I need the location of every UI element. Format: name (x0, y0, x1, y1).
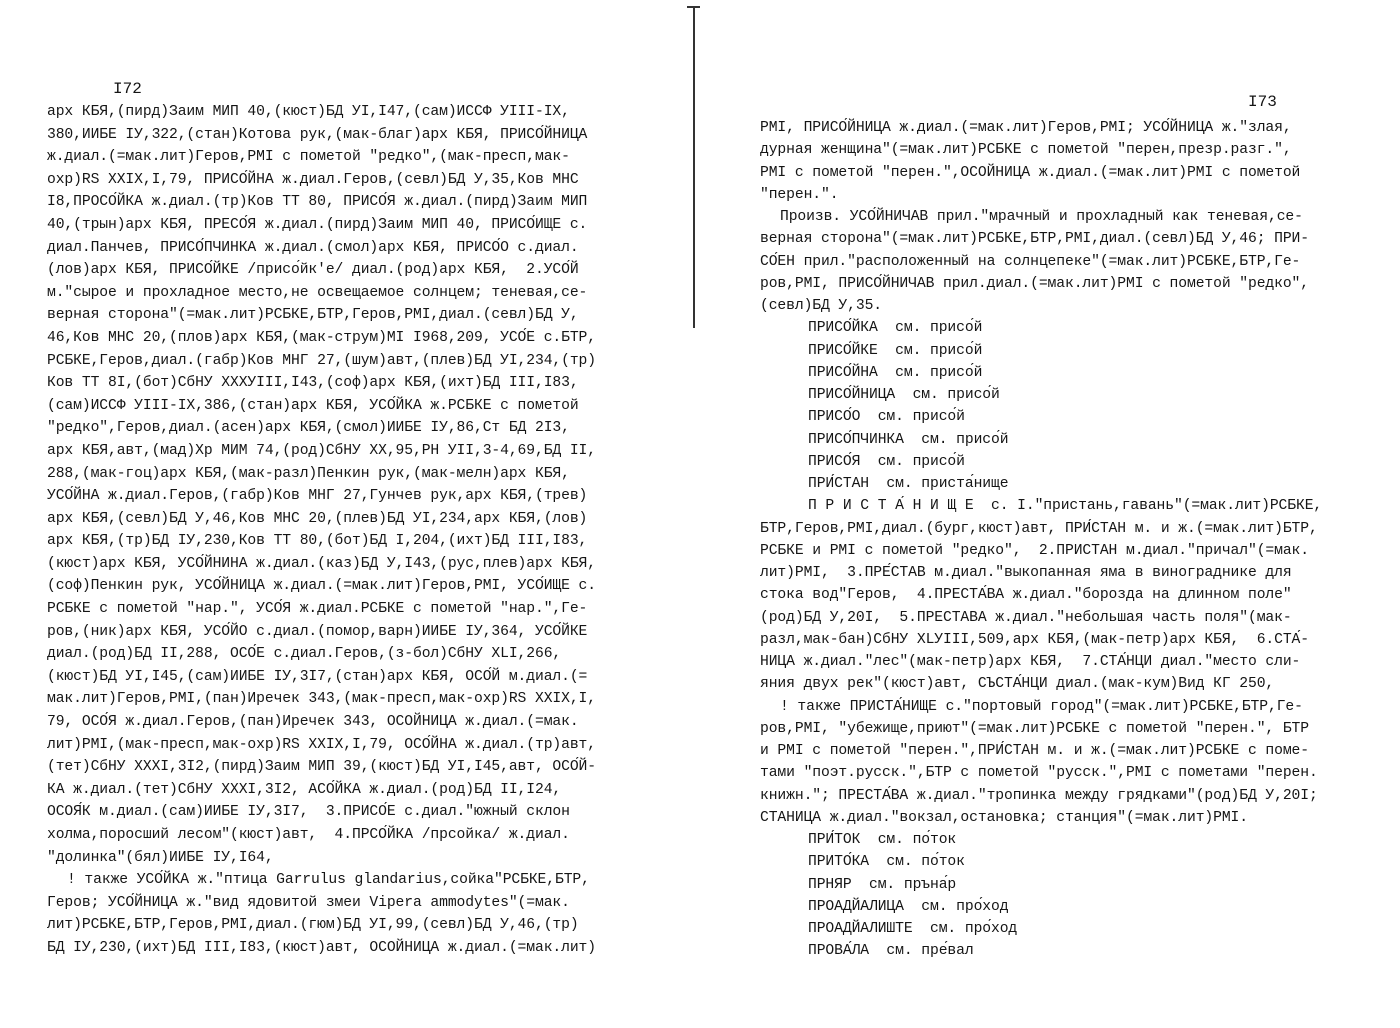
text-line: (сам)ИССФ УIII-IX,386,(стан)арх КБЯ, УСО́ЙКА ж.РСБКЕ с пометой (47, 397, 579, 414)
text-line: "долинка"(бял)ИИБЕ IУ,I64, (47, 849, 274, 866)
text-line: 40,(трын)арх КБЯ, ПРЕСО́Я ж.диал.(пирд)Заим МИП 40, ПРИСО́ИЩЕ с. (47, 216, 588, 233)
text-line: РМI с пометой "перен.",ОСОЙНИЦА ж.диал.(=мак.лит)РМI с пометой (760, 164, 1301, 181)
text-line: "перен.". (760, 186, 839, 203)
text-line: 46,Ков МНС 20,(плов)арх КБЯ,(мак-струм)МI I968,209, УСО́Е с.БТР, (47, 329, 596, 346)
text-line: (кюст)арх КБЯ, УСО́ЙНИНА ж.диал.(каз)БД У,I43,(рус,плев)арх КБЯ, (47, 555, 596, 572)
cross-reference-line: ПРОАДЙАЛИШТЕ см. про́ход (808, 921, 1018, 937)
text-line: (соф)Пенкин рук, УСО́ЙНИЦА ж.диал.(=мак.лит)Геров,РМI, УСО́ИЩЕ с. (47, 578, 596, 595)
text-line: РСБКЕ и РМI с пометой "редко", 2.ПРИСТАН м.диал."причал"(=мак. (760, 542, 1309, 559)
text-line: ров,РМI, "убежище,приют"(=мак.лит)РСБКЕ с пометой "перен.", БТР (760, 720, 1309, 737)
text-line: верная сторона"(=мак.лит)РСБКЕ,БТР,РМI,диал.(севл)БД У,46; ПРИ- (760, 231, 1309, 248)
text-line: верная сторона"(=мак.лит)РСБКЕ,БТР,Геров,РМI,диал.(севл)БД У, (47, 307, 579, 324)
text-line: (тет)СбНУ XXXI,3I2,(пирд)Заим МИП 39,(кюст)БД УI,I45,авт, ОСО́Й- (47, 759, 596, 776)
cross-reference-line: П Р И С Т А́ Н И Щ Е с. I."пристань,гавань"(=мак.лит)РСБКЕ, (808, 498, 1323, 515)
text-line: СО́ЕН прил."расположенный на солнцепеке"(=мак.лит)РСБКЕ,БТР,Ге- (760, 253, 1301, 270)
text-line: лит)РМI, 3.ПРЕ́СТАВ м.диал."выкопанная яма в винограднике для (760, 565, 1292, 581)
text-line: 380,ИИБЕ IУ,322,(стан)Котова рук,(мак-благ)арх КБЯ, ПРИСО́ЙНИЦА (47, 126, 588, 143)
text-line: книжн."; ПРЕСТА́ВА ж.диал."тропинка между грядками"(род)БД У,20I; (760, 787, 1318, 804)
text-line: арх КБЯ,(пирд)Заим МИП 40,(кюст)БД УI,I47,(сам)ИССФ УIII-IX, (47, 104, 570, 120)
text-line: ж.диал.(=мак.лит)Геров,РМI с пометой "редко",(мак-пресп,мак- (47, 149, 570, 166)
text-line: мак.лит)Геров,РМI,(пан)Иречек 343,(мак-пресп,мак-охр)RS XXIX,I, (47, 691, 596, 708)
text-line: арх КБЯ,(тр)БД IУ,230,Ков ТТ 80,(бот)БД I,204,(ихт)БД III,I83, (47, 533, 588, 550)
left-page (0, 0, 690, 1028)
text-line: холма,поросший лесом"(кюст)авт, 4.ПРСО́ЙКА /прсойка/ ж.диал. (47, 827, 570, 843)
text-line: (род)БД У,20I, 5.ПРЕСТАВА ж.диал."небольшая часть поля"(мак- (760, 609, 1292, 626)
text-line: РСБКЕ с пометой "нар.", УСО́Я ж.диал.РСБКЕ с пометой "нар.",Ге- (47, 601, 588, 618)
cross-reference-line: ПРИ́СТАН см. приста́нище (808, 476, 1009, 492)
text-line: ! также ПРИСТА́НИЩЕ с."портовый город"(=мак.лит)РСБКЕ,БТР,Ге- (780, 698, 1303, 715)
text-line: дурная женщина"(=мак.лит)РСБКЕ с пометой "перен,презр.разг.", (760, 142, 1292, 159)
text-line: и РМI с пометой "перен.",ПРИ́СТАН м. и ж.(=мак.лит)РСБКЕ с поме- (760, 743, 1309, 759)
cross-reference-line: ПРИСО́ЙКЕ см. присо́й (808, 342, 983, 359)
text-line: арх КБЯ,авт,(мад)Хр МИМ 74,(род)СбНУ XX,95,РН УII,3-4,69,БД II, (47, 442, 596, 459)
text-line: СТАНИЦА ж.диал."вокзал,остановка; станция"(=мак.лит)РМI. (760, 809, 1248, 826)
text-line: разл,мак-бан)СбНУ XLУIII,509,арх КБЯ,(мак-петр)арх КБЯ, 6.СТА́- (760, 631, 1309, 648)
left-page-text (47, 101, 596, 960)
text-line: ОСОЯ́К м.диал.(сам)ИИБЕ IУ,3I7, 3.ПРИСО́Е с.диал."южный склон (47, 804, 570, 821)
text-line: арх КБЯ,(севл)БД У,46,Ков МНС 20,(плев)БД УI,234,арх КБЯ,(лов) (47, 510, 588, 527)
text-line: м."сырое и прохладное место,не освещаемое солнцем; теневая,се- (47, 284, 588, 301)
text-line: охр)RS XXIX,I,79, ПРИСО́ЙНА ж.диал.Геров,(севл)БД У,35,Ков МНС (47, 171, 579, 188)
text-line: стока вод"Геров, 4.ПРЕСТА́ВА ж.диал."борозда на длинном поле" (760, 587, 1292, 604)
cross-reference-line: ПРИСО́ПЧИНКА см. присо́й (808, 431, 1009, 448)
text-line: диал.Панчев, ПРИСО́ПЧИНКА ж.диал.(смол)арх КБЯ, ПРИСО́О с.диал. (47, 239, 579, 256)
text-line: НИЦА ж.диал."лес"(мак-петр)арх КБЯ, 7.СТА́НЦИ диал."место сли- (760, 654, 1301, 670)
gutter-divider (693, 8, 695, 328)
text-line: ! также УСО́ЙКА ж."птица Garrulus glandarius,сойка"РСБКЕ,БТР, (67, 872, 590, 889)
text-line: лит)РСБКЕ,БТР,Геров,РМI,диал.(гюм)БД УI,99,(севл)БД У,46,(тр) (47, 917, 579, 934)
text-line: БТР,Геров,РМI,диал.(бург,кюст)авт, ПРИ́СТАН м. и ж.(=мак.лит)БТР, (760, 520, 1318, 537)
text-line: Геров; УСО́ЙНИЦА ж."вид ядовитой змеи Vipera ammodytes"(=мак. (47, 894, 570, 911)
text-line: РМI, ПРИСО́ЙНИЦА ж.диал.(=мак.лит)Геров,РМI; УСО́ЙНИЦА ж."злая, (760, 120, 1292, 136)
cross-reference-line: ПРИСО́ЙНИЦА см. присо́й (808, 387, 1000, 403)
text-line: "редко",Геров,диал.(асен)арх КБЯ,(смол)ИИБЕ IУ,86,Ст БД 2I3, (47, 420, 570, 437)
text-line: лит)РМI,(мак-пресп,мак-охр)RS XXIX,I,79, ОСО́ЙНА ж.диал.(тр)авт, (47, 736, 596, 753)
text-line: диал.(род)БД II,288, ОСО́Е с.диал.Геров,(з-бол)СбНУ XLI,266, (47, 646, 562, 663)
cross-reference-line: ПРНЯР см. пръна́р (808, 876, 957, 893)
cross-reference-line: ПРИ́ТОК см. по́ток (808, 832, 957, 848)
cross-reference-line: ПРИСО́ЙКА см. присо́й (808, 320, 983, 337)
text-line: БД IУ,230,(ихт)БД III,I83,(кюст)авт, ОСОЙНИЦА ж.диал.(=мак.лит) (47, 939, 596, 956)
text-line: Ков ТТ 8I,(бот)СбНУ XXXУIII,I43,(соф)арх КБЯ,(ихт)БД III,I83, (47, 375, 579, 392)
text-line: УСО́ЙНА ж.диал.Геров,(габр)Ков МНГ 27,Гунчев рук,арх КБЯ,(трев) (47, 488, 588, 505)
text-line: яния двух рек"(кюст)авт, СЪСТА́НЦИ диал.(мак-кум)Вид КГ 250, (760, 676, 1275, 693)
text-line: КА ж.диал.(тет)СбНУ XXXI,3I2, АСО́ЙКА ж.диал.(род)БД II,I24, (47, 781, 562, 798)
page-number: I73 (1248, 93, 1277, 111)
text-line: (севл)БД У,35. (760, 298, 882, 314)
text-line: РСБКЕ,Геров,диал.(габр)Ков МНГ 27,(шум)авт,(плев)БД УI,234,(тр) (47, 352, 596, 369)
text-line: тами "поэт.русск.",БТР с пометой "русск.",РМI с пометами "перен. (760, 765, 1318, 782)
cross-reference-line: ПРИСО́ЙНА см. присо́й (808, 364, 983, 381)
text-line: (лов)арх КБЯ, ПРИСО́ЙКЕ /присо́йк'е/ диал.(род)арх КБЯ, 2.УСО́Й (47, 262, 579, 279)
text-line: Произв. УСО́ЙНИЧАВ прил."мрачный и прохладный как теневая,се- (780, 209, 1303, 225)
cross-reference-line: ПРОВА́ЛА см. пре́вал (808, 943, 974, 960)
text-line: ров,РМI, ПРИСО́ЙНИЧАВ прил.диал.(=мак.лит)РМI с пометой "редко", (760, 275, 1309, 292)
text-line: ров,(ник)арх КБЯ, УСО́ЙО с.диал.(помор,варн)ИИБЕ IУ,364, УСО́ЙКЕ (47, 623, 588, 640)
right-page (700, 0, 1400, 1028)
text-line: 79, ОСО́Я ж.диал.Геров,(пан)Иречек 343, ОСОЙНИЦА ж.диал.(=мак. (47, 714, 579, 731)
text-line: 288,(мак-гоц)арх КБЯ,(мак-разл)Пенкин рук,(мак-мелн)арх КБЯ, (47, 465, 570, 482)
cross-reference-line: ПРИСО́О см. присо́й (808, 409, 965, 426)
page-number: I72 (113, 80, 142, 98)
text-line: I8,ПРОСО́ЙКА ж.диал.(тр)Ков ТТ 80, ПРИСО́Я ж.диал.(пирд)Заим МИП (47, 194, 588, 211)
cross-reference-line: ПРИСО́Я см. присо́й (808, 453, 965, 470)
text-line: (кюст)БД УI,I45,(сам)ИИБЕ IУ,3I7,(стан)арх КБЯ, ОСО́Й м.диал.(= (47, 668, 588, 685)
cross-reference-line: ПРИТО́КА см. по́ток (808, 854, 965, 871)
right-page-text (760, 117, 1322, 963)
cross-reference-line: ПРОАДЙАЛИЦА см. про́ход (808, 898, 1009, 915)
